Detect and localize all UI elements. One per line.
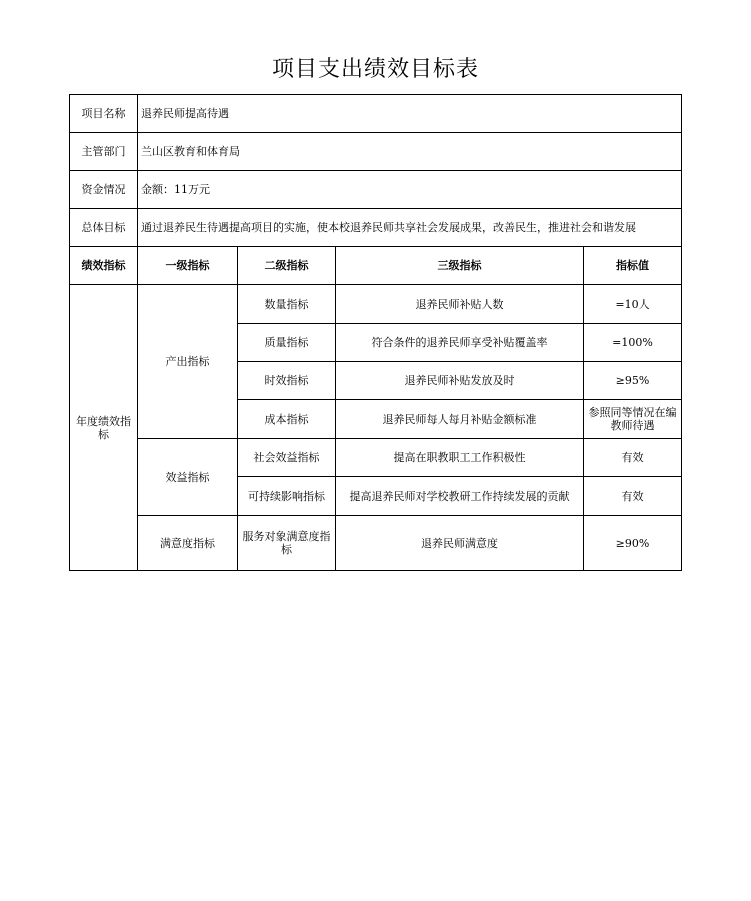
- level2-cell: 社会效益指标: [238, 439, 336, 477]
- level2-cell: 质量指标: [238, 324, 336, 362]
- performance-target-table: [69, 94, 682, 571]
- header-level2: 二级指标: [238, 247, 336, 285]
- table-row: [70, 439, 682, 477]
- dept-label: 主管部门: [70, 133, 138, 171]
- level1-benefit: 效益指标: [138, 439, 238, 516]
- level2-cell: 成本指标: [238, 400, 336, 439]
- value-cell: =100%: [584, 324, 682, 362]
- level2-cell: 数量指标: [238, 285, 336, 324]
- level3-cell: 退养民师补贴人数: [336, 285, 584, 324]
- header-level1: 一级指标: [138, 247, 238, 285]
- level3-cell: 退养民师每人每月补贴金额标准: [336, 400, 584, 439]
- header-value: 指标值: [584, 247, 682, 285]
- project-name-row: [70, 95, 682, 133]
- table-row: [70, 285, 682, 324]
- header-perf: 绩效指标: [70, 247, 138, 285]
- level1-output: 产出指标: [138, 285, 238, 439]
- value-cell: 参照同等情况在编教师待遇: [584, 400, 682, 439]
- header-row: [70, 247, 682, 285]
- goal-value: 通过退养民生待遇提高项目的实施，使本校退养民师共享社会发展成果，改善民生，推进社会和谐发展: [138, 209, 682, 247]
- level3-cell: 提高在职教职工工作积极性: [336, 439, 584, 477]
- value-cell: =10人: [584, 285, 682, 324]
- dept-value: 兰山区教育和体育局: [138, 133, 682, 171]
- value-cell: 有效: [584, 439, 682, 477]
- goal-label: 总体目标: [70, 209, 138, 247]
- level2-cell: 可持续影响指标: [238, 477, 336, 516]
- level3-cell: 退养民师补贴发放及时: [336, 362, 584, 400]
- funds-value: 金额：11万元: [138, 171, 682, 209]
- dept-row: [70, 133, 682, 171]
- value-cell: ≥90%: [584, 516, 682, 571]
- level3-cell: 符合条件的退养民师享受补贴覆盖率: [336, 324, 584, 362]
- value-cell: ≥95%: [584, 362, 682, 400]
- value-cell: 有效: [584, 477, 682, 516]
- level2-cell: 服务对象满意度指标: [238, 516, 336, 571]
- table-row: [70, 516, 682, 571]
- level3-cell: 退养民师满意度: [336, 516, 584, 571]
- funds-row: [70, 171, 682, 209]
- page-title: 项目支出绩效目标表: [271, 57, 479, 82]
- goal-row: [70, 209, 682, 247]
- funds-label: 资金情况: [70, 171, 138, 209]
- header-level3: 三级指标: [336, 247, 584, 285]
- level1-satisfaction: 满意度指标: [138, 516, 238, 571]
- project-name-label: 项目名称: [70, 95, 138, 133]
- level2-cell: 时效指标: [238, 362, 336, 400]
- level3-cell: 提高退养民师对学校教研工作持续发展的贡献: [336, 477, 584, 516]
- project-name-value: 退养民师提高待遇: [138, 95, 682, 133]
- annual-indicator-label: 年度绩效指标: [70, 285, 138, 571]
